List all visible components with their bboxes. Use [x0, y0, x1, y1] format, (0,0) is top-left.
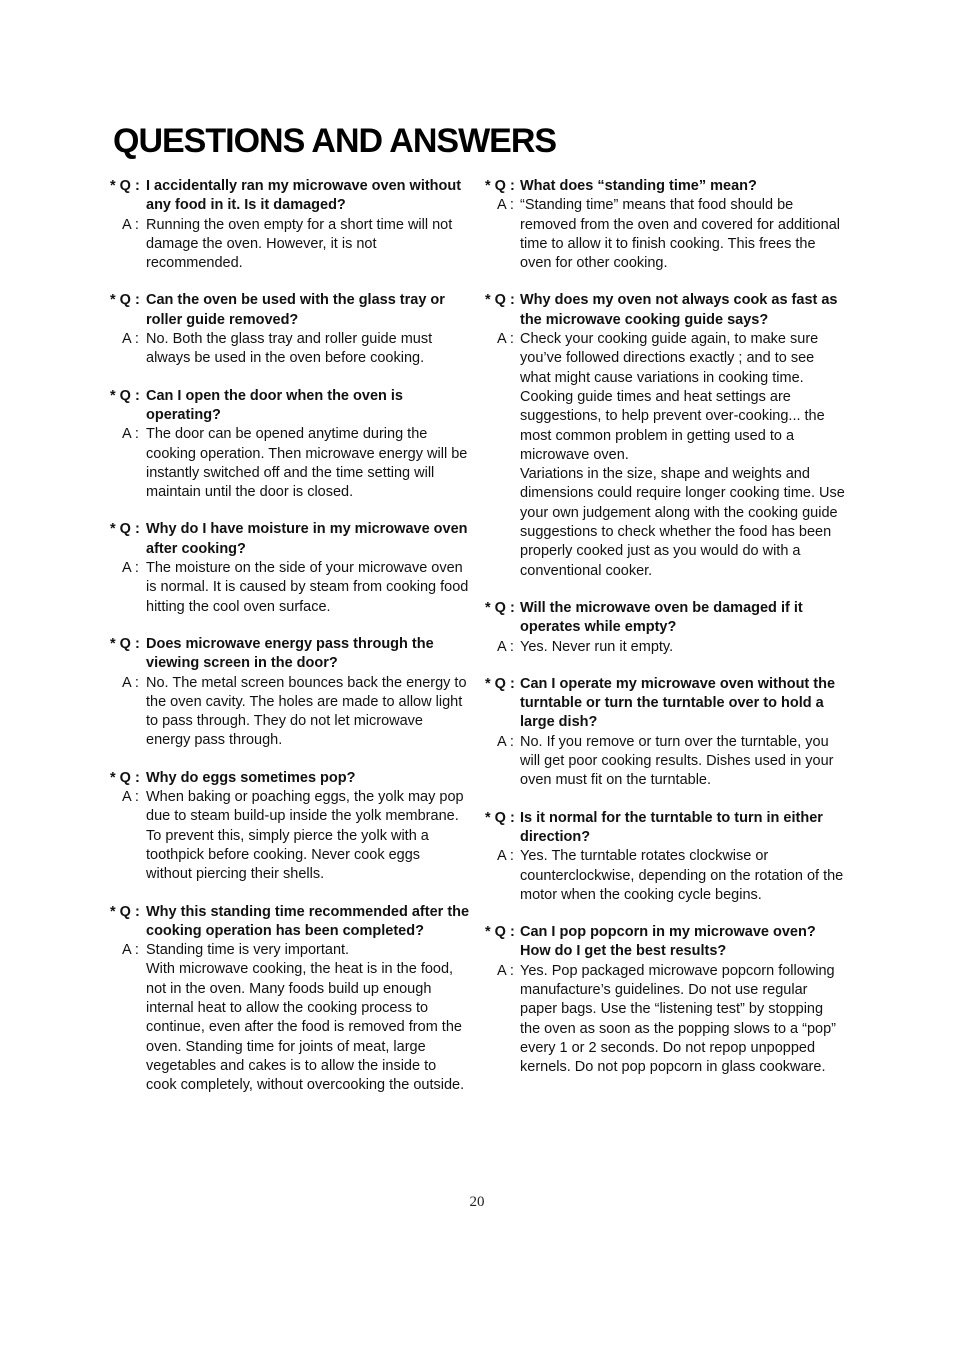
- qa-item: [110, 903, 470, 1096]
- answer-prefix: A :: [497, 331, 514, 348]
- qa-item: [110, 291, 470, 368]
- question-prefix: * Q :: [485, 178, 515, 194]
- question-prefix: * Q :: [110, 292, 140, 309]
- answer-line: [485, 733, 845, 791]
- answer-prefix: A :: [122, 331, 139, 348]
- page-title: QUESTIONS AND ANSWERS: [113, 122, 557, 160]
- question-text: What does “standing time” mean?: [520, 178, 757, 194]
- answer-line: [110, 216, 470, 274]
- answer-text: Yes. The turntable rotates clockwise or counterclockwise, depending on the rotation of the motor when the cooking cycle begins.: [520, 848, 844, 903]
- question-line: [110, 635, 470, 674]
- question-text: Can I pop popcorn in my microwave oven? How do I get the best results?: [520, 924, 816, 960]
- answer-text: The door can be opened anytime during the cooking operation. Then microwave energy will be instantly switched off and the time setting will maintain until the door is closed.: [146, 426, 468, 501]
- qa-item: [485, 675, 845, 791]
- answer-prefix: A :: [497, 733, 514, 750]
- answer-second-paragraph: Variations in the size, shape and weights and dimensions could require longer cooking time. Use your own judgement along with the cooking guide suggestions to check whether the food has been properly cooked just as you would do with a conventional cooker.: [520, 466, 845, 579]
- answer-text: “Standing time” means that food should be removed from the oven and covered for additional time to allow it to finish cooking. This frees the oven for other cooking.: [520, 197, 840, 272]
- answer-continuation: With microwave cooking, the heat is in the food, not in the oven. Many foods build up enough internal heat to allow the cooking process to continue, even after the food is removed from the oven. Standing time for joints of meat, large vegetables and cakes is to allow the inside to cook completely, without overcooking the outside.: [146, 961, 465, 1094]
- question-text: Why do I have moisture in my microwave oven after cooking?: [146, 521, 468, 557]
- answer-text: Running the oven empty for a short time will not damage the oven. However, it is not recommended.: [146, 216, 453, 272]
- answer-line: [485, 638, 845, 657]
- question-prefix: * Q :: [110, 521, 140, 538]
- answer-line: [110, 788, 470, 884]
- answer-text: No. Both the glass tray and roller guide must always be used in the oven before cooking.: [146, 331, 433, 367]
- answer-prefix: A :: [497, 848, 514, 865]
- question-line: [485, 809, 845, 848]
- qa-item: [485, 291, 845, 580]
- question-text: Why this standing time recommended after the cooking operation has been completed?: [146, 903, 470, 939]
- page-number: 20: [469, 1194, 485, 1210]
- question-prefix: * Q :: [110, 178, 140, 194]
- qa-item: [110, 520, 470, 616]
- question-prefix: * Q :: [485, 924, 519, 941]
- answer-prefix: A :: [122, 560, 139, 577]
- answer-line: [110, 559, 470, 617]
- question-line: [110, 177, 470, 216]
- question-text: Is it normal for the turntable to turn in either direction?: [520, 809, 823, 845]
- question-prefix: * Q :: [485, 599, 515, 616]
- question-prefix: * Q :: [110, 387, 140, 404]
- question-line: [110, 291, 470, 330]
- question-line: [110, 387, 470, 426]
- answer-text: When baking or poaching eggs, the yolk may pop due to steam build-up inside the yolk membrane. To prevent this, simply pierce the yolk with a toothpick before cooking. Never cook eggs without piercing their shells.: [146, 789, 464, 883]
- answer-first-paragraph: Check your cooking guide again, to make sure you’ve followed directions exactly ; and to see what might cause variations in cooking time. Cooking guide times and heat settings are suggestions, to help prevent over-cooking... the most common problem in getting used to a microwave oven.: [520, 331, 825, 463]
- qa-item: [110, 177, 470, 273]
- answer-prefix: A :: [497, 197, 514, 214]
- answer-text: The moisture on the side of your microwave oven is normal. It is caused by steam from cooking food hitting the cool oven surface.: [146, 560, 469, 615]
- qa-item: [485, 923, 845, 1077]
- qa-item: [485, 599, 845, 657]
- answer-prefix: A :: [122, 426, 139, 443]
- question-line: [110, 903, 470, 942]
- question-text: Can I open the door when the oven is operating?: [146, 387, 403, 423]
- answer-prefix: A :: [122, 216, 139, 233]
- question-line: [110, 769, 470, 788]
- question-prefix: * Q :: [485, 675, 519, 692]
- qa-item: [110, 387, 470, 503]
- answer-prefix: A :: [122, 942, 139, 959]
- answer-line: [110, 330, 470, 369]
- answer-line: [110, 674, 470, 751]
- question-prefix: * Q :: [485, 292, 515, 309]
- answer-prefix: A :: [497, 638, 514, 655]
- question-text: Can the oven be used with the glass tray or roller guide removed?: [146, 292, 445, 328]
- question-line: [485, 675, 845, 733]
- question-text: I accidentally ran my microwave oven without any food in it. Is it damaged?: [146, 178, 462, 214]
- answer-text: [146, 941, 470, 1095]
- question-line: [110, 520, 470, 559]
- qa-item: [485, 177, 845, 273]
- right-column: [485, 177, 845, 1077]
- answer-line: [485, 196, 845, 273]
- question-line: [485, 923, 845, 962]
- answer-line: [110, 425, 470, 502]
- answer-first-line: Standing time is very important.: [146, 942, 350, 959]
- answer-text: No. The metal screen bounces back the energy to the oven cavity. The holes are made to allow light to pass through. They do not let microwave energy pass through.: [146, 674, 467, 749]
- qa-item: [110, 769, 470, 885]
- answer-line: [485, 847, 845, 905]
- question-text: Why does my oven not always cook as fast as the microwave cooking guide says?: [520, 292, 838, 328]
- question-prefix: * Q :: [110, 635, 140, 652]
- qa-item: [485, 809, 845, 905]
- question-text: Will the microwave oven be damaged if it operates while empty?: [520, 599, 803, 636]
- question-prefix: * Q :: [485, 809, 519, 826]
- answer-text: Yes. Never run it empty.: [520, 638, 674, 655]
- answer-text: Yes. Pop packaged microwave popcorn following manufacture’s guidelines. Do not use regular paper bags. Use the “listening test” by stopping the oven as soon as the popping slows to a “pop” every 1 or 2 seconds. Do not repop unpopped kernels. Do not pop popcorn in glass cookware.: [520, 962, 836, 1076]
- answer-prefix: A :: [497, 962, 514, 979]
- question-line: [485, 291, 845, 330]
- answer-prefix: A :: [122, 789, 139, 806]
- question-text: Why do eggs sometimes pop?: [146, 769, 356, 786]
- qa-item: [110, 635, 470, 751]
- question-prefix: * Q :: [110, 903, 140, 920]
- answer-text: [520, 330, 845, 581]
- left-column: [110, 177, 470, 1095]
- answer-line: [485, 330, 845, 581]
- question-text: Does microwave energy pass through the viewing screen in the door?: [146, 635, 434, 672]
- answer-line: [485, 962, 845, 1078]
- answer-prefix: A :: [122, 674, 139, 691]
- question-line: [485, 599, 845, 638]
- answer-line: [110, 941, 470, 1095]
- question-prefix: * Q :: [110, 769, 140, 786]
- question-line: [485, 177, 845, 196]
- question-text: Can I operate my microwave oven without the turntable or turn the turntable over to hold a large dish?: [520, 675, 836, 731]
- answer-text: No. If you remove or turn over the turntable, you will get poor cooking results. Dishes used in your oven must fit on the turntable.: [520, 733, 834, 789]
